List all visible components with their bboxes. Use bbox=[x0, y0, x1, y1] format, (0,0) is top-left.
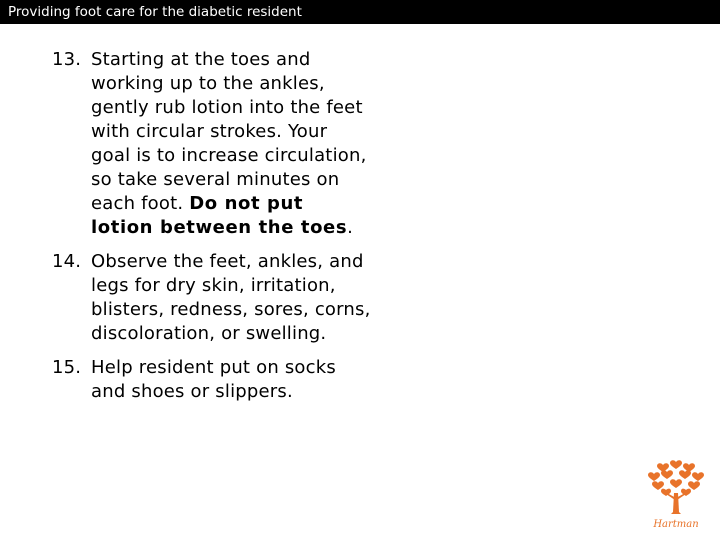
step-number: 14. bbox=[52, 251, 82, 272]
step-text bbox=[91, 49, 367, 238]
heart-tree-icon bbox=[644, 456, 708, 532]
hartman-wordmark: Hartman bbox=[653, 519, 699, 530]
step-text-tail: . bbox=[347, 217, 354, 238]
slide-title: Providing foot care for the diabetic resident bbox=[8, 4, 302, 20]
step-number: 13. bbox=[52, 49, 82, 70]
step-number: 15. bbox=[52, 357, 82, 378]
step-text: Observe the feet, ankles, and legs for dry skin, irritation, blisters, redness, sores, corns, discoloration, or swelling. bbox=[91, 251, 371, 344]
step-list bbox=[52, 48, 372, 404]
step-text-main: Starting at the toes and working up to the ankles, gently rub lotion into the feet with circular strokes. Your goal is to increase circulation, so take several minutes on each foot. bbox=[91, 49, 367, 214]
step-text-emphasis: Do not put lotion between the toes bbox=[91, 193, 348, 238]
title-bar bbox=[0, 0, 720, 24]
step-text: Help resident put on socks and shoes or slippers. bbox=[91, 357, 336, 402]
hartman-logo bbox=[644, 456, 708, 532]
step-item-13 bbox=[52, 48, 372, 240]
step-item-15 bbox=[52, 356, 372, 404]
step-item-14 bbox=[52, 250, 372, 346]
